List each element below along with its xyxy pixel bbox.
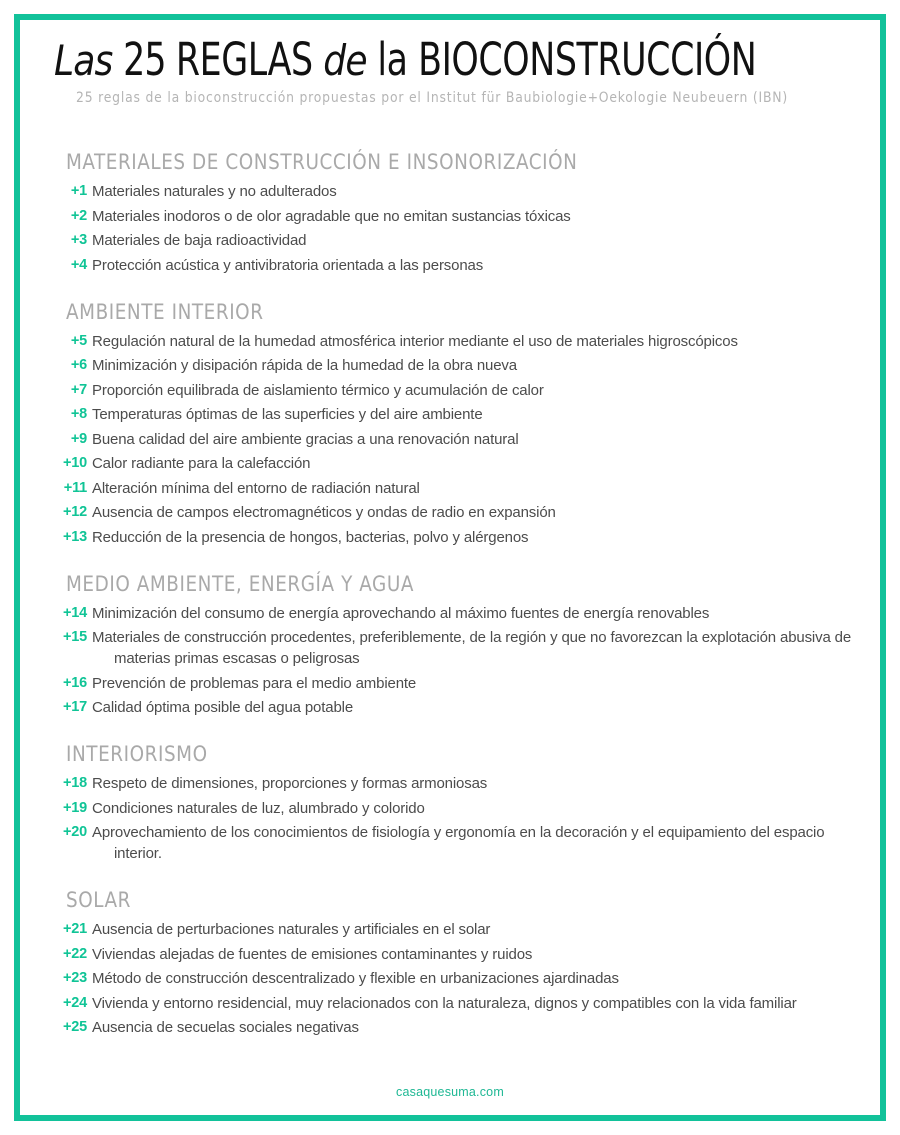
rule-number: +18	[63, 775, 87, 792]
rule-number: +23	[63, 970, 87, 987]
rule-text: Condiciones naturales de luz, alumbrado y colorido	[92, 799, 425, 817]
rules-list	[50, 331, 852, 548]
rule-text: Temperaturas óptimas de las superficies y del aire ambiente	[92, 406, 483, 424]
rule-number: +11	[63, 479, 87, 496]
rule-text: Calor radiante para la calefacción	[92, 455, 311, 473]
rules-list	[50, 603, 852, 719]
rule-text: Método de construcción descentralizado y flexible en urbanizaciones ajardinadas	[92, 970, 619, 988]
poster-footer	[20, 1083, 880, 1101]
rule-number: +3	[70, 232, 87, 249]
rule-item	[50, 944, 852, 965]
rule-item	[50, 798, 852, 819]
rule-text: Prevención de problemas para el medio ambiente	[92, 674, 417, 692]
rule-text: Materiales de construcción procedentes, preferiblemente, de la región y que no favorezcan la explotación abusiva de materias primas escasas o peligrosas	[92, 629, 852, 668]
rule-item	[50, 255, 852, 276]
rule-text: Materiales de baja radioactividad	[92, 232, 307, 250]
rule-item	[50, 993, 852, 1014]
poster-border-frame	[14, 14, 886, 1121]
rule-text: Protección acústica y antivibratoria orientada a las personas	[92, 256, 484, 274]
rule-text: Ausencia de campos electromagnéticos y ondas de radio en expansión	[92, 504, 556, 522]
rule-number: +17	[63, 699, 87, 716]
rule-item	[50, 331, 852, 352]
rule-number: +25	[63, 1019, 87, 1036]
section-heading: AMBIENTE INTERIOR	[66, 299, 264, 325]
rules-section	[50, 888, 852, 1038]
section-heading: MATERIALES DE CONSTRUCCIÓN E INSONORIZACIÓN	[66, 150, 578, 176]
rule-text: Vivienda y entorno residencial, muy relacionados con la naturaleza, dignos y compatibles con la vida familiar	[92, 994, 797, 1012]
rule-item	[50, 230, 852, 251]
rule-item	[50, 429, 852, 450]
rules-sections	[50, 150, 852, 1038]
rule-number: +22	[63, 945, 87, 962]
section-heading: INTERIORISMO	[66, 742, 208, 768]
title-part-num: 25	[123, 33, 176, 86]
rules-section	[50, 742, 852, 864]
rule-item	[50, 673, 852, 694]
rule-item	[50, 453, 852, 474]
rule-number: +15	[63, 629, 87, 646]
rule-number: +12	[63, 504, 87, 521]
rule-text: Buena calidad del aire ambiente gracias a una renovación natural	[92, 430, 519, 448]
rules-section	[50, 150, 852, 276]
rule-item	[50, 603, 852, 624]
page-title	[54, 33, 757, 86]
rules-section	[50, 300, 852, 548]
rule-text: Aprovechamiento de los conocimientos de fisiología y ergonomía en la decoración y el equipamiento del espacio interior.	[92, 824, 825, 863]
rule-text: Respeto de dimensiones, proporciones y formas armoniosas	[92, 775, 488, 793]
rule-number: +9	[70, 430, 87, 447]
rule-item	[50, 206, 852, 227]
rule-number: +10	[63, 455, 87, 472]
title-part-script: Las	[54, 36, 124, 85]
rule-text: Ausencia de secuelas sociales negativas	[92, 1019, 359, 1037]
page-subtitle: 25 reglas de la bioconstrucción propuestas por el Institut für Baubiologie+Oekologie Neubeuern (IBN)	[76, 90, 789, 107]
rule-text: Materiales naturales y no adulterados	[92, 183, 337, 201]
rule-item	[50, 355, 852, 376]
rule-item	[50, 968, 852, 989]
rule-text: Reducción de la presencia de hongos, bacterias, polvo y alérgenos	[92, 528, 529, 546]
poster-content	[20, 20, 880, 1115]
rule-number: +14	[63, 604, 87, 621]
rule-text: Regulación natural de la humedad atmosférica interior mediante el uso de materiales higroscópicos	[92, 332, 738, 350]
title-part-caps: la BIOCONSTRUCCIÓN	[377, 33, 757, 86]
rule-number: +21	[63, 921, 87, 938]
rule-item	[50, 773, 852, 794]
footer-website-link[interactable]: casaquesuma.com	[396, 1085, 504, 1099]
rule-item	[50, 404, 852, 425]
rule-number: +24	[63, 994, 87, 1011]
rule-text: Materiales inodoros o de olor agradable que no emitan sustancias tóxicas	[92, 207, 571, 225]
title-part-script: de	[323, 36, 378, 85]
rule-item	[50, 822, 852, 864]
rule-text: Ausencia de perturbaciones naturales y artificiales en el solar	[92, 921, 491, 939]
rules-list	[50, 773, 852, 864]
rules-list	[50, 181, 852, 276]
rule-item	[50, 627, 852, 669]
rule-number: +7	[70, 381, 87, 398]
rule-text: Minimización del consumo de energía aprovechando al máximo fuentes de energía renovables	[92, 604, 710, 622]
rule-text: Minimización y disipación rápida de la humedad de la obra nueva	[92, 357, 517, 375]
rule-text: Viviendas alejadas de fuentes de emisiones contaminantes y ruidos	[92, 945, 533, 963]
rule-item	[50, 502, 852, 523]
title-part-caps: REGLAS	[175, 33, 324, 86]
rule-item	[50, 697, 852, 718]
rule-text: Calidad óptima posible del agua potable	[92, 699, 354, 717]
rule-text: Alteración mínima del entorno de radiación natural	[92, 479, 420, 497]
section-heading: MEDIO AMBIENTE, ENERGÍA Y AGUA	[66, 571, 415, 597]
section-heading: SOLAR	[66, 888, 132, 914]
rule-item	[50, 919, 852, 940]
rules-section	[50, 572, 852, 719]
rule-item	[50, 478, 852, 499]
rule-text: Proporción equilibrada de aislamiento térmico y acumulación de calor	[92, 381, 544, 399]
rule-item	[50, 380, 852, 401]
rule-number: +16	[63, 674, 87, 691]
poster-header	[50, 20, 852, 106]
rule-item	[50, 527, 852, 548]
rule-number: +20	[63, 824, 87, 841]
rule-number: +8	[70, 406, 87, 423]
rule-item	[50, 1017, 852, 1038]
rule-number: +1	[70, 183, 87, 200]
rule-number: +6	[70, 357, 87, 374]
rule-item	[50, 181, 852, 202]
rules-list	[50, 919, 852, 1038]
rule-number: +5	[70, 332, 87, 349]
rule-number: +4	[70, 256, 87, 273]
rule-number: +2	[70, 207, 87, 224]
rule-number: +13	[63, 528, 87, 545]
rule-number: +19	[63, 799, 87, 816]
